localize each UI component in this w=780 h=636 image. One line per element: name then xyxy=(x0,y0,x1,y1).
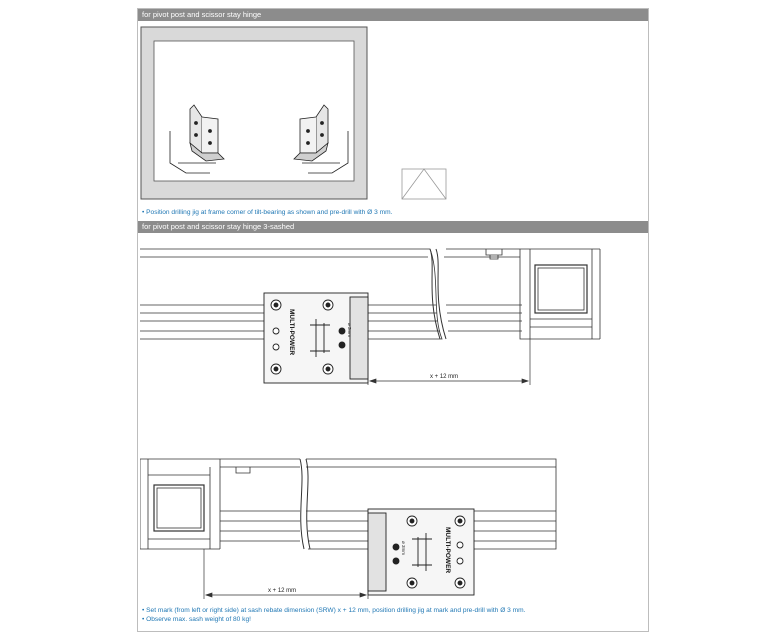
drilling-jig-bottom xyxy=(368,509,474,595)
jig-hole-label-bottom: ø 3mm xyxy=(401,541,406,555)
sash-profile-figure-bottom xyxy=(140,445,646,605)
dimension-label-bottom: x + 12 mm xyxy=(268,588,297,594)
section-header-3-sashed: for pivot post and scissor stay hinge 3-sashed xyxy=(138,221,648,233)
frame-corner-figure xyxy=(140,23,646,207)
section2-note-2: • Observe max. sash weight of 80 kg! xyxy=(142,616,251,623)
section-header-pivot: for pivot post and scissor stay hinge xyxy=(138,9,648,21)
section2-note-1: • Set mark (from left or right side) at sash rebate dimension (SRW) x + 12 mm, position drilling jig at mark and pre-drill with Ø 3 mm. xyxy=(142,607,526,614)
drilling-jig-top xyxy=(264,293,368,383)
instruction-sheet xyxy=(137,8,649,632)
dimension-label-top: x + 12 mm xyxy=(430,374,459,380)
section1-note: • Position drilling jig at frame corner of tilt-bearing as shown and pre-drill with Ø 3 mm. xyxy=(142,209,393,216)
tilt-symbol-icon xyxy=(402,169,446,199)
jig-hole-label-top: ø 3mm xyxy=(347,323,352,337)
jig-brand-label-bottom: MULTI-POWER xyxy=(444,527,451,574)
sash-profile-figure-top xyxy=(140,235,646,385)
jig-brand-label-top: MULTI-POWER xyxy=(288,309,295,356)
